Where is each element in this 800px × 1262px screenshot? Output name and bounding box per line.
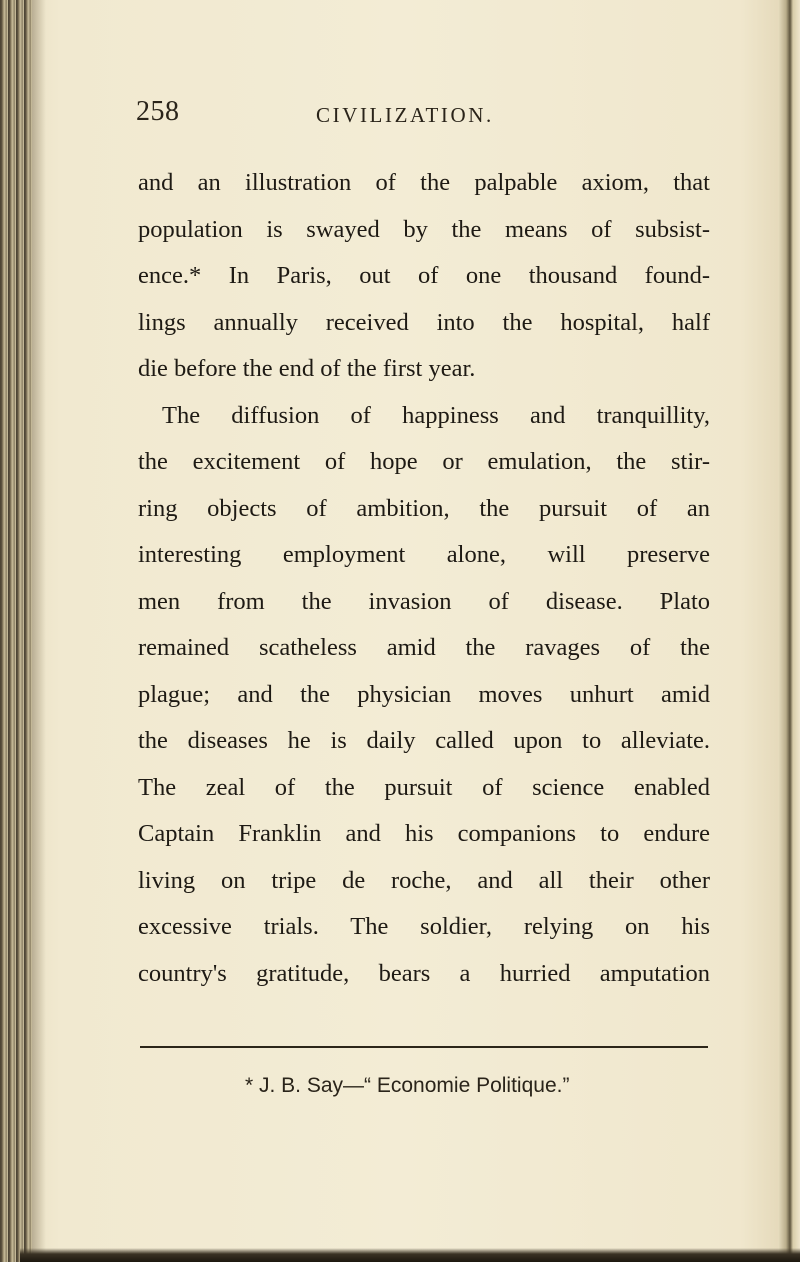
page-right-edge [778, 0, 800, 1262]
text-line: plague; and the physician moves unhurt amid [138, 680, 710, 708]
text-line: excessive trials. The soldier, relying on his [138, 913, 710, 940]
text-line: the diseases he is daily called upon to alleviate. [138, 727, 710, 754]
page-header [0, 96, 800, 136]
text-line: lings annually received into the hospital, half [138, 308, 710, 336]
text-line: ence.* In Paris, out of one thousand found- [138, 262, 710, 289]
text-line: population is swayed by the means of subsist- [138, 215, 710, 243]
text-line: country's gratitude, bears a hurried amputation [138, 959, 710, 987]
page-number: 258 [136, 96, 180, 127]
book-binding [0, 0, 32, 1262]
page-bottom-edge [20, 1248, 800, 1262]
text-line: interesting employment alone, will preserve [138, 541, 710, 568]
footnote-rule [140, 1046, 708, 1048]
text-line: The diffusion of happiness and tranquillity, [162, 401, 710, 429]
text-line: ring objects of ambition, the pursuit of an [138, 494, 710, 522]
running-head: CIVILIZATION. [316, 103, 494, 127]
text-line: the excitement of hope or emulation, the stir- [138, 448, 710, 475]
footnote: * J. B. Say—“ Economie Politique.” [245, 1074, 570, 1097]
text-line: The zeal of the pursuit of science enabled [138, 773, 710, 801]
text-line: remained scatheless amid the ravages of the [138, 634, 710, 661]
body-text [138, 160, 710, 997]
text-line: living on tripe de roche, and all their other [138, 866, 710, 894]
text-line: die before the end of the first year. [138, 355, 476, 382]
gutter-shadow [32, 0, 46, 1262]
text-line: men from the invasion of disease. Plato [138, 587, 710, 615]
text-line: Captain Franklin and his companions to endure [138, 820, 710, 847]
text-line: and an illustration of the palpable axiom, that [138, 169, 710, 196]
